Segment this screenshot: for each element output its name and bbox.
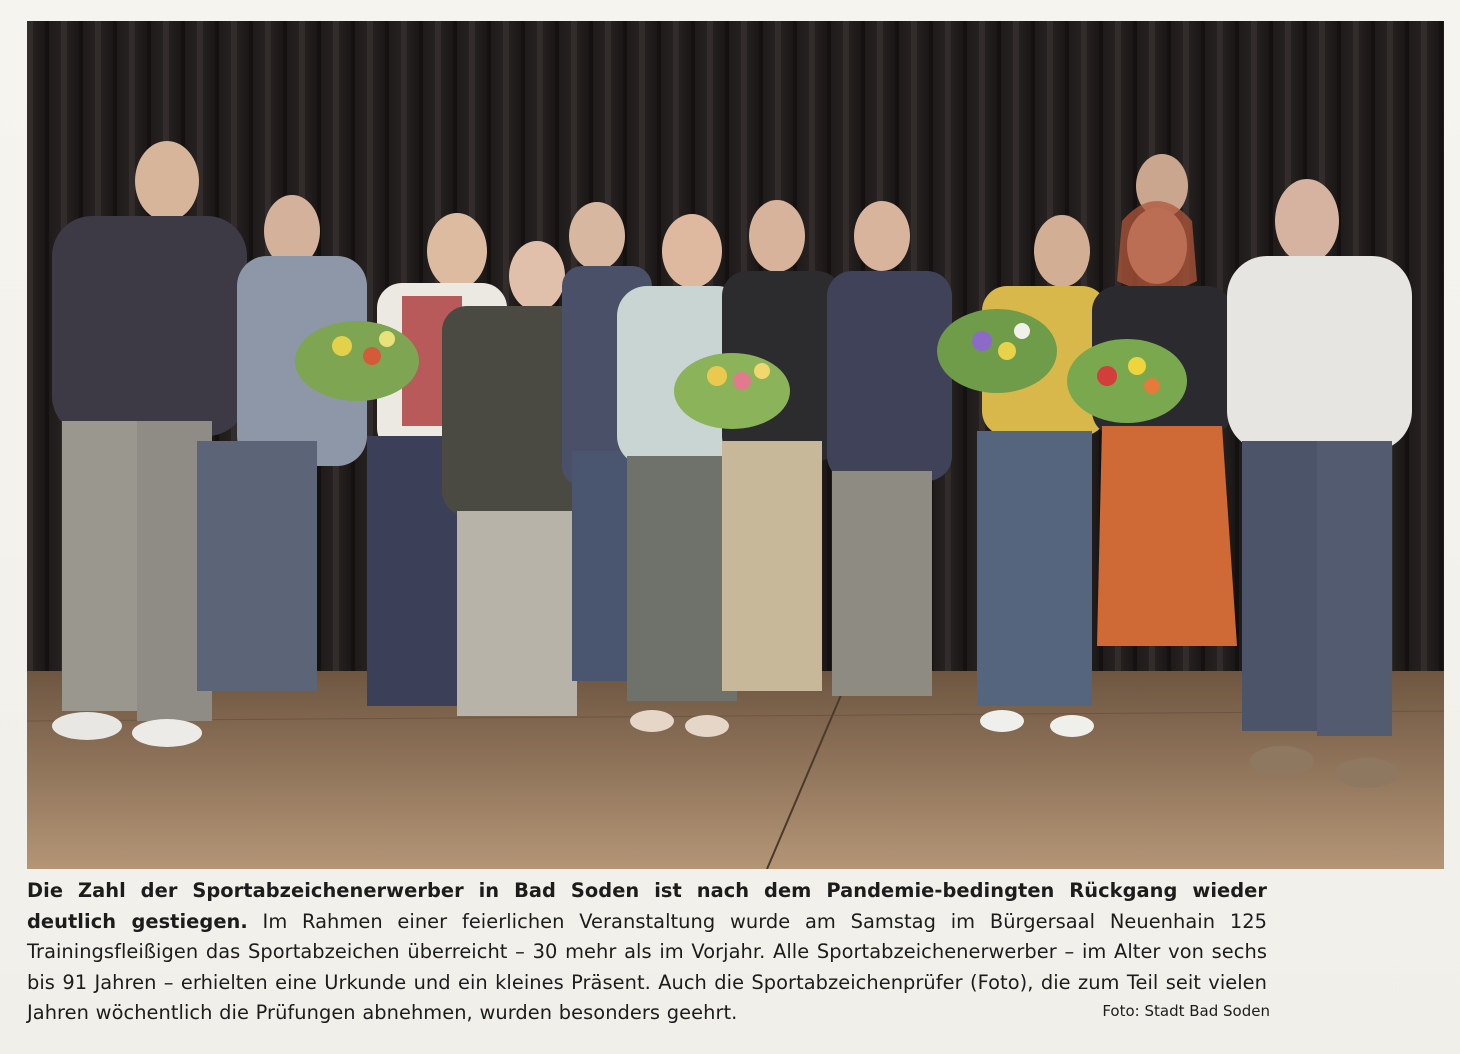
photo-caption (27, 876, 1267, 1029)
photo-credit: Foto: Stadt Bad Soden (1102, 1002, 1270, 1020)
group-photo-illustration (27, 21, 1444, 869)
group-photo (27, 21, 1444, 869)
caption-lead: Die Zahl der Sportabzeichenerwerber in Bad Soden ist nach dem Pandemie-bedingten Rückgang wieder deutlich gestiegen. (27, 879, 1267, 933)
caption-body: Im Rahmen einer feierlichen Veranstaltung wurde am Samstag im Bürgersaal Neuenhain 125 Trainingsfleißigen das Sportabzeichen überreicht – 30 mehr als im Vorjahr. Alle Sportabzeichenerwerber – im Alter von sechs bis 91 Jahren – erhielten eine Urkunde und ein kleines Präsent. Auch die Sportabzeichenprüfer (Foto), die zum Teil seit vielen Jahren wöchentlich die Prüfungen abnehmen, wurden besonders geehrt. (27, 909, 1267, 1025)
